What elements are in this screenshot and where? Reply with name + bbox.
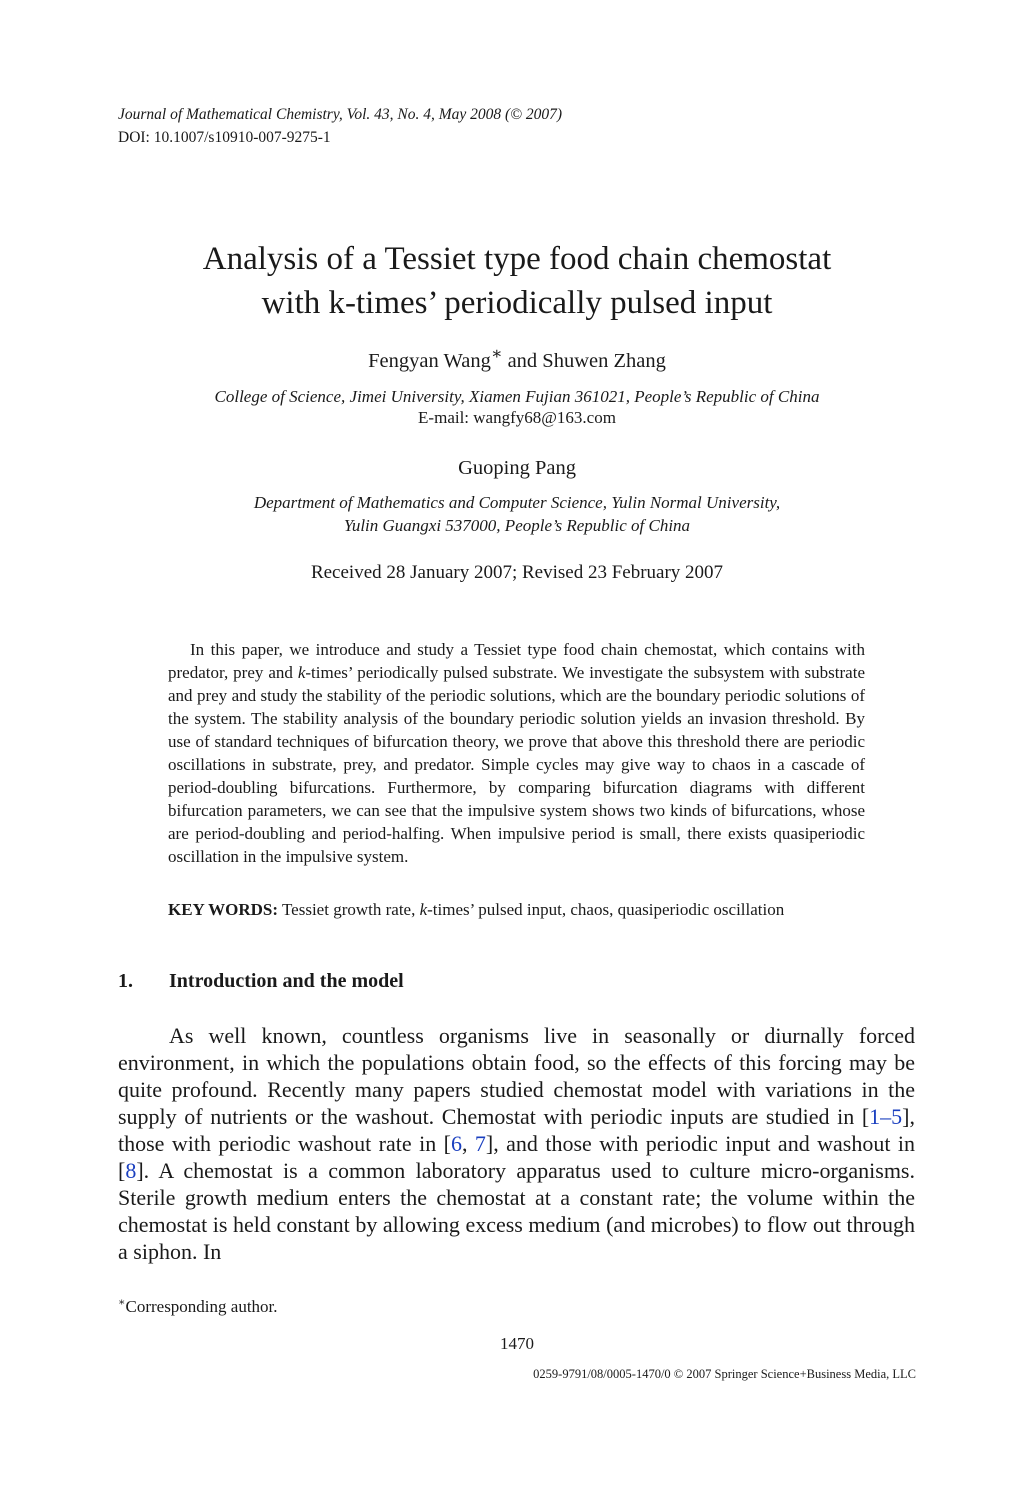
keywords-text-2: -times’ pulsed input, chaos, quasiperiodic oscillation bbox=[427, 900, 785, 919]
page-number: 1470 bbox=[500, 1334, 534, 1353]
author-name-zhang: and Shuwen Zhang bbox=[502, 350, 666, 372]
keywords bbox=[168, 898, 865, 921]
introduction-paragraph bbox=[118, 1022, 915, 1265]
citation-link-6[interactable]: 6 bbox=[450, 1131, 462, 1156]
author-name-pang: Guoping Pang bbox=[458, 457, 576, 479]
affiliation-yulin-line-2: Yulin Guangxi 537000, People’s Republic of China bbox=[343, 516, 691, 535]
body-text-5: ]. A chemostat is a common laboratory apparatus used to culture micro-organisms. Sterile growth medium enters the chemostat at a constant rate; the volume within the chemostat is held constant by allowing excess medium (and microbes) to flow out through a siphon. In bbox=[118, 1158, 915, 1264]
citation-link-1-5[interactable]: 1–5 bbox=[869, 1104, 903, 1129]
abstract-text-2: -times’ periodically pulsed substrate. We investigate the subsystem with substrate and prey and study the stability of the periodic solutions, which are the boundary periodic solutions of the system. The stability analysis of the boundary periodic solution yields an invasion threshold. By use of standard techniques of bifurcation theory, we prove that above this threshold there are periodic oscillations in substrate, prey, and predator. Simple cycles may give way to chaos in a cascade of period-doubling bifurcations. Furthermore, by comparing bifurcation diagrams with different bifurcation parameters, we can see that the impulsive system shows two kinds of bifurcations, whose are period-doubling and period-halfing. When impulsive period is small, there exists quasiperiodic oscillation in the impulsive system. bbox=[168, 663, 865, 866]
journal-citation: Journal of Mathematical Chemistry, Vol. 43, No. 4, May 2008 (© 2007) bbox=[118, 106, 563, 123]
footnote-mark: ∗ bbox=[118, 1296, 126, 1309]
section-heading bbox=[118, 970, 404, 993]
title-line-2: with k-times’ periodically pulsed input bbox=[261, 285, 773, 321]
body-text-4: ], and those with periodic input and washout in [ bbox=[118, 1131, 915, 1183]
copyright-line: 0259-9791/08/0005-1470/0 © 2007 Springer Science+Business Media, LLC bbox=[533, 1367, 916, 1381]
keywords-text-1: Tessiet growth rate, bbox=[278, 900, 420, 919]
author-name-wang: Fengyan Wang bbox=[368, 350, 491, 372]
citation-link-7[interactable]: 7 bbox=[474, 1131, 486, 1156]
section-number: 1. bbox=[118, 970, 133, 992]
body-text-2: ], those with periodic washout rate in [ bbox=[118, 1104, 915, 1156]
keywords-label: KEY WORDS: bbox=[168, 900, 279, 919]
author-email: E-mail: wangfy68@163.com bbox=[418, 408, 616, 427]
body-text-1: As well known, countless organisms live in seasonally or diurnally forced environment, in which the populations obtain food, so the effects of this forcing may be quite profound. Recently many papers studied chemostat model with variations in the supply of nutrients or the washout. Chemostat with periodic inputs are studied in [ bbox=[118, 1023, 915, 1129]
title-line-1: Analysis of a Tessiet type food chain chemostat bbox=[202, 241, 832, 277]
affiliation-yulin bbox=[118, 491, 916, 537]
abstract-text-1: In this paper, we introduce and study a Tessiet type food chain chemostat, which contains with predator, prey and bbox=[168, 640, 865, 682]
section-title: Introduction and the model bbox=[169, 970, 404, 992]
affiliation-yulin-line-1: Department of Mathematics and Computer Science, Yulin Normal University, bbox=[253, 493, 781, 512]
corresponding-author-mark: ∗ bbox=[490, 344, 503, 364]
author-line-1 bbox=[118, 344, 916, 373]
paper-title bbox=[118, 237, 916, 325]
abstract-k-variable: k bbox=[297, 663, 306, 682]
citation-link-8[interactable]: 8 bbox=[125, 1158, 137, 1183]
body-text-3: , bbox=[461, 1131, 475, 1156]
keywords-k-variable: k bbox=[419, 900, 428, 919]
abstract bbox=[168, 638, 865, 868]
footnote-text: Corresponding author. bbox=[125, 1297, 278, 1316]
doi-line: DOI: 10.1007/s10910-007-9275-1 bbox=[118, 129, 331, 146]
affiliation-jimei: College of Science, Jimei University, Xiamen Fujian 361021, People’s Republic of China bbox=[214, 387, 820, 406]
footnote bbox=[118, 1297, 278, 1317]
received-dates: Received 28 January 2007; Revised 23 February 2007 bbox=[310, 562, 724, 583]
